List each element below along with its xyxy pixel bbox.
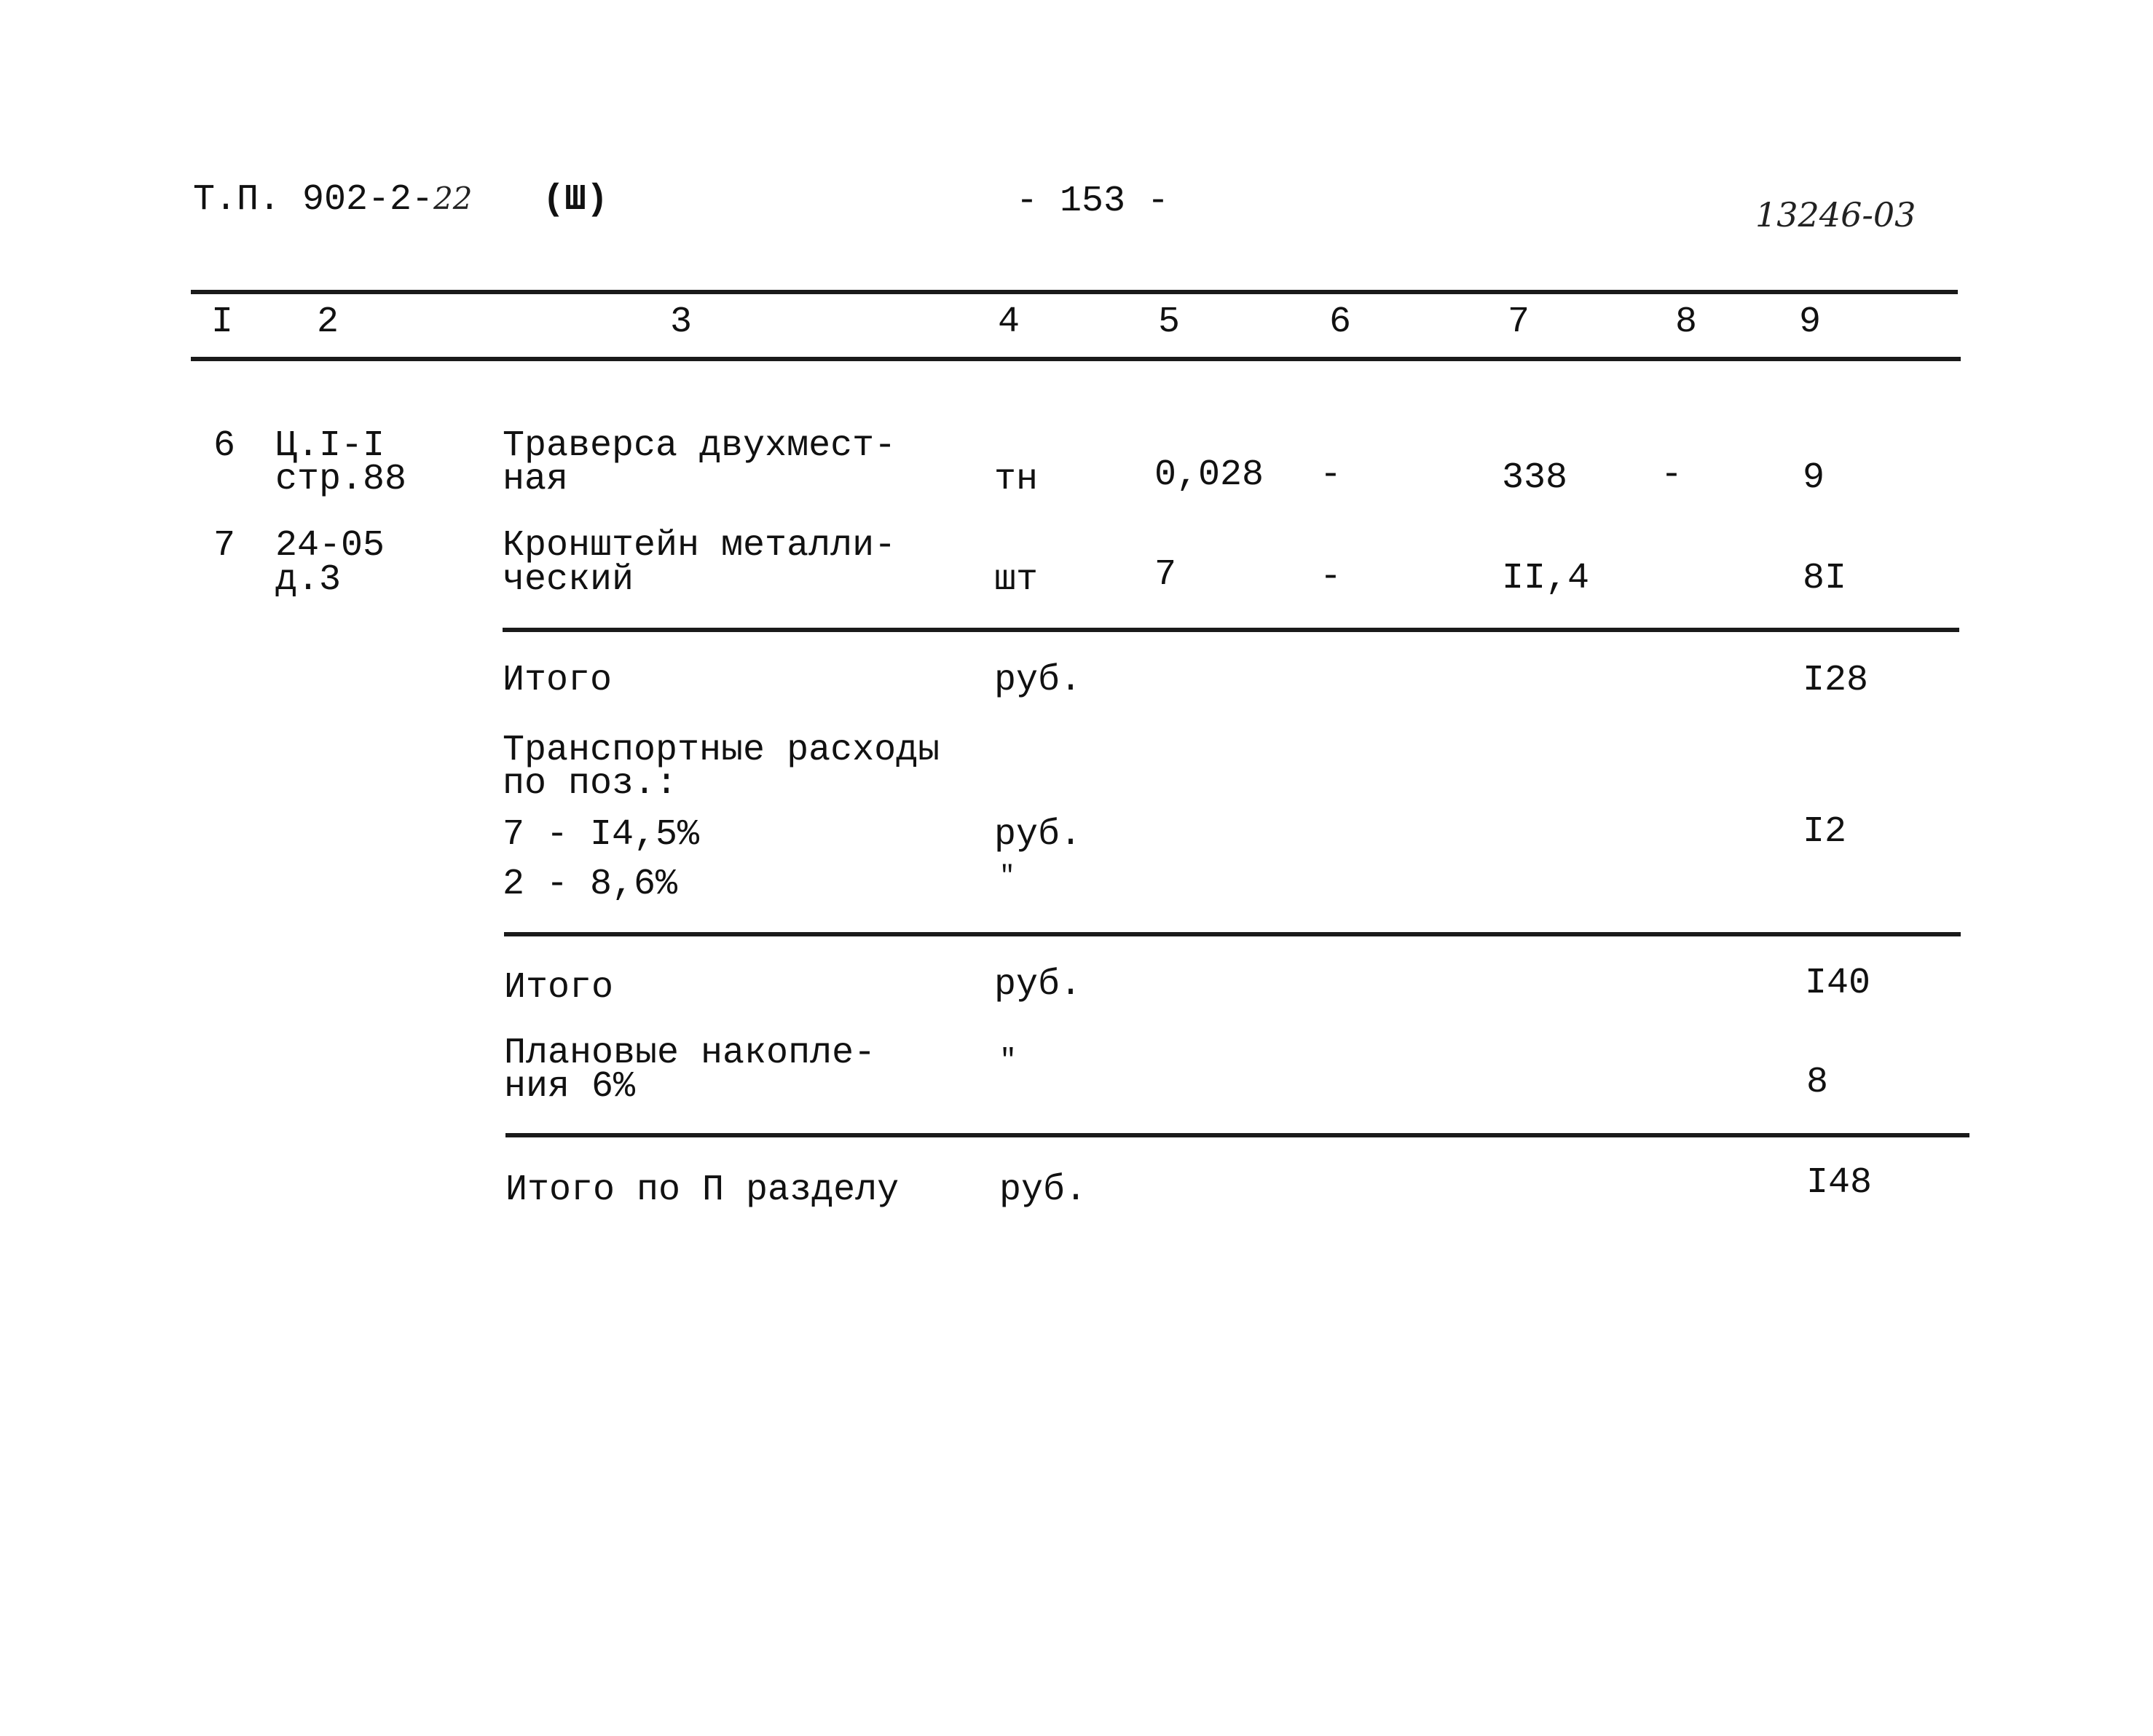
- row-total: 9: [1803, 457, 1825, 499]
- transport-line2-unit: ": [999, 861, 1015, 891]
- transport-bottom-rule: [504, 932, 1961, 936]
- row-quantity: 7: [1154, 554, 1177, 596]
- row-unit: шт: [994, 559, 1039, 601]
- document-code-handwritten: 22: [433, 181, 473, 216]
- row-quantity: 0,028: [1154, 454, 1264, 496]
- row-number: 7: [213, 525, 236, 567]
- column-header-1: I: [210, 301, 233, 343]
- row-col6: -: [1320, 454, 1342, 496]
- transport-label-line2: по поз.:: [503, 763, 678, 805]
- row-total: 8I: [1803, 558, 1847, 599]
- transport-line2-label: 2 - 8,6%: [503, 864, 678, 905]
- subtotal-unit: руб.: [994, 660, 1082, 701]
- row-name-line1: Траверса двухмест-: [503, 425, 897, 467]
- planned-unit: ": [999, 1045, 1018, 1078]
- row-code-line1: 24-05: [275, 525, 385, 567]
- column-header-6: 6: [1329, 301, 1351, 343]
- section-total-unit: руб.: [999, 1169, 1087, 1211]
- row-code-line2: стр.88: [275, 459, 407, 500]
- subtotal-label: Итого: [503, 660, 613, 701]
- column-header-9: 9: [1798, 301, 1821, 343]
- transport-line1-unit: руб.: [994, 814, 1082, 856]
- planned-label-line1: Плановые накопле-: [504, 1033, 876, 1074]
- row-number: 6: [213, 425, 236, 467]
- transport-line1-value: I2: [1803, 811, 1847, 853]
- column-header-5: 5: [1157, 301, 1180, 343]
- row-name-line1: Кронштейн металли-: [503, 525, 897, 567]
- planned-bottom-rule: [505, 1133, 1969, 1137]
- page-number: - 153 -: [1016, 181, 1170, 222]
- archive-number: 13246-03: [1755, 195, 1916, 234]
- column-header-8: 8: [1674, 301, 1697, 343]
- row-name-line2: ческий: [503, 559, 634, 601]
- row-code-line1: Ц.I-I: [275, 425, 385, 467]
- section-total-label: Итого по П разделу: [505, 1169, 900, 1211]
- row-name-line2: ная: [503, 459, 569, 500]
- subtotal-value: I40: [1805, 963, 1871, 1004]
- table-header-bottom-rule: [191, 357, 1961, 361]
- column-header-2: 2: [316, 301, 339, 343]
- column-header-7: 7: [1507, 301, 1530, 343]
- subtotal-label: Итого: [504, 967, 614, 1009]
- document-part: (Ш): [543, 179, 609, 221]
- row-col6: -: [1320, 556, 1342, 598]
- planned-value: 8: [1806, 1062, 1829, 1103]
- table-top-rule: [191, 290, 1958, 294]
- column-header-4: 4: [997, 301, 1020, 343]
- subtotal-value: I28: [1803, 660, 1869, 701]
- row-col8: -: [1661, 454, 1683, 496]
- column-header-3: 3: [669, 301, 692, 343]
- transport-label-line1: Транспортные расходы: [503, 730, 940, 771]
- document-code: [193, 179, 473, 221]
- section-total-value: I48: [1806, 1162, 1873, 1204]
- row-price: 338: [1502, 457, 1568, 499]
- row-price: II,4: [1502, 558, 1590, 599]
- row-unit: тн: [994, 459, 1039, 500]
- subtotal-unit: руб.: [994, 964, 1082, 1006]
- transport-line1-label: 7 - I4,5%: [503, 814, 700, 856]
- items-bottom-rule: [503, 628, 1959, 632]
- document-code-text: Т.П. 902-2-: [193, 179, 434, 221]
- row-code-line2: д.3: [275, 559, 342, 601]
- planned-label-line2: ния 6%: [504, 1066, 636, 1108]
